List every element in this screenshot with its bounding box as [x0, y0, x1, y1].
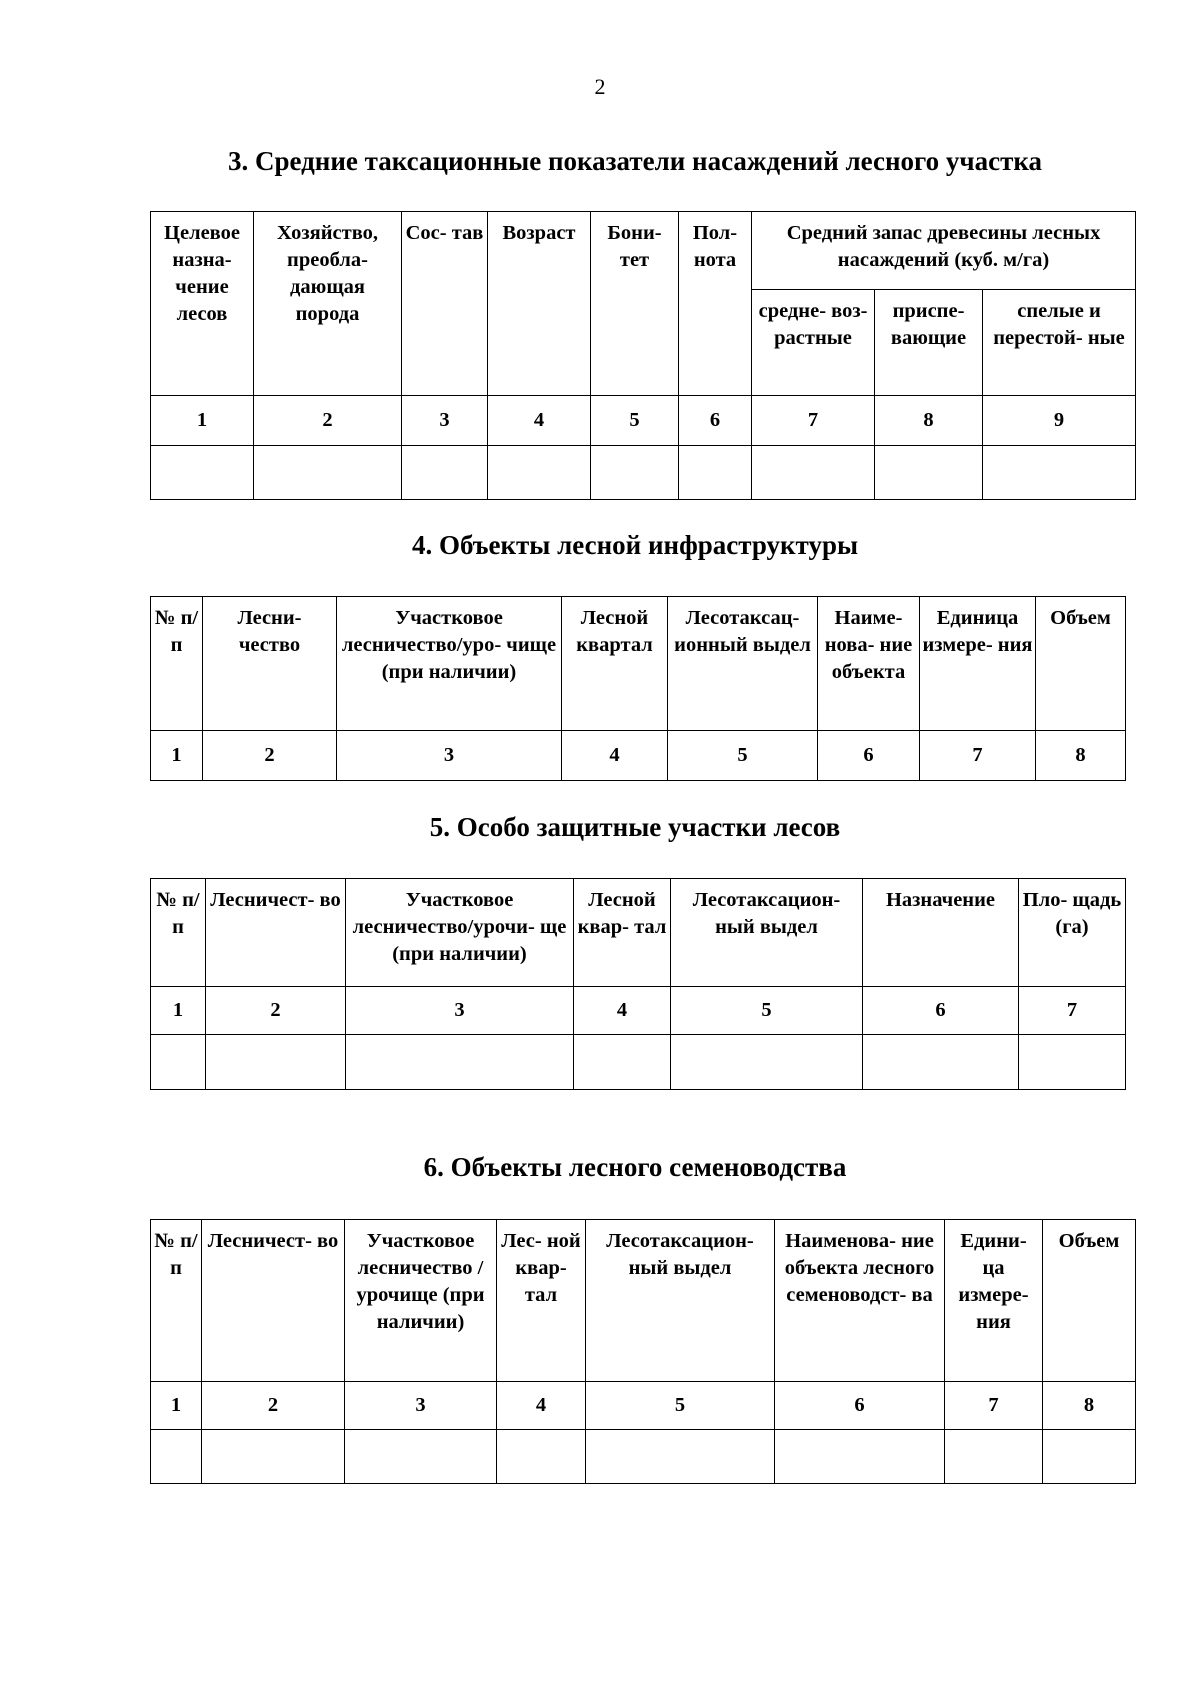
- empty-cell[interactable]: [752, 446, 875, 500]
- column-number: 6: [818, 731, 920, 781]
- header-mature-overmature: спелые и перестой- ные: [983, 290, 1136, 396]
- section-5-title: 5. Особо защитные участки лесов: [429, 812, 841, 842]
- header-district-forestry: Участковое лесничество/урочи- ще (при наличии): [346, 879, 574, 987]
- table-number-row: [151, 987, 1126, 1035]
- column-number: 3: [346, 987, 574, 1035]
- header-object-name: Наиме- нова- ние объекта: [818, 597, 920, 731]
- empty-cell[interactable]: [671, 1035, 863, 1090]
- header-density: Пол- нота: [679, 212, 752, 396]
- header-forestry: Лесничест- во: [202, 1220, 345, 1382]
- column-number: 7: [1019, 987, 1126, 1035]
- column-number: 6: [679, 396, 752, 446]
- empty-cell[interactable]: [254, 446, 402, 500]
- empty-data-row: [151, 1035, 1126, 1090]
- column-number: 4: [562, 731, 668, 781]
- column-number: 2: [206, 987, 346, 1035]
- column-number: 3: [337, 731, 562, 781]
- table-number-row: [151, 396, 1136, 446]
- header-taxation-unit: Лесотаксацион- ный выдел: [586, 1220, 775, 1382]
- empty-cell[interactable]: [488, 446, 591, 500]
- column-number: 5: [591, 396, 679, 446]
- header-unit: Едини- ца измере- ния: [945, 1220, 1043, 1382]
- column-number: 6: [775, 1382, 945, 1430]
- column-number: 1: [151, 1382, 202, 1430]
- column-number: 5: [671, 987, 863, 1035]
- empty-cell[interactable]: [983, 446, 1136, 500]
- section-3-title: 3. Средние таксационные показатели насаждений лесного участка: [227, 146, 1042, 176]
- column-number: 1: [151, 731, 203, 781]
- header-forest-block: Лесной квар- тал: [574, 879, 671, 987]
- column-number: 4: [574, 987, 671, 1035]
- infrastructure-table: [150, 596, 1126, 781]
- empty-cell[interactable]: [875, 446, 983, 500]
- table-number-row: [151, 731, 1126, 781]
- empty-cell[interactable]: [586, 1430, 775, 1484]
- column-number: 6: [863, 987, 1019, 1035]
- page-number: 2: [594, 74, 606, 99]
- header-forest-block: Лес- ной квар- тал: [497, 1220, 586, 1382]
- column-number: 1: [151, 987, 206, 1035]
- column-number: 2: [203, 731, 337, 781]
- header-forest-block: Лесной квартал: [562, 597, 668, 731]
- column-number: 5: [668, 731, 818, 781]
- header-number: № п/п: [151, 597, 203, 731]
- empty-data-row: [151, 446, 1136, 500]
- column-number: 7: [920, 731, 1036, 781]
- header-district-forestry: Участковое лесничество/уро- чище (при наличии): [337, 597, 562, 731]
- empty-cell[interactable]: [151, 446, 254, 500]
- empty-cell[interactable]: [202, 1430, 345, 1484]
- header-district-forestry: Участковое лесничество /урочище (при наличии): [345, 1220, 497, 1382]
- header-composition: Сос- тав: [402, 212, 488, 396]
- empty-cell[interactable]: [863, 1035, 1019, 1090]
- column-number: 7: [752, 396, 875, 446]
- header-purpose: Назначение: [863, 879, 1019, 987]
- header-number: № п/п: [151, 1220, 202, 1382]
- empty-cell[interactable]: [1043, 1430, 1136, 1484]
- header-seed-object-name: Наименова- ние объекта лесного семеноводст- ва: [775, 1220, 945, 1382]
- header-area: Пло- щадь (га): [1019, 879, 1126, 987]
- empty-cell[interactable]: [346, 1035, 574, 1090]
- header-age: Возраст: [488, 212, 591, 396]
- header-forestry: Лесни- чество: [203, 597, 337, 731]
- seed-production-table: [150, 1219, 1136, 1484]
- column-number: 8: [1043, 1382, 1136, 1430]
- empty-cell[interactable]: [679, 446, 752, 500]
- column-number: 3: [345, 1382, 497, 1430]
- empty-cell[interactable]: [775, 1430, 945, 1484]
- empty-cell[interactable]: [1019, 1035, 1126, 1090]
- empty-cell[interactable]: [574, 1035, 671, 1090]
- empty-cell[interactable]: [402, 446, 488, 500]
- table-number-row: [151, 1382, 1136, 1430]
- column-number: 3: [402, 396, 488, 446]
- header-unit: Единица измере- ния: [920, 597, 1036, 731]
- empty-cell[interactable]: [206, 1035, 346, 1090]
- header-maturing: приспе- вающие: [875, 290, 983, 396]
- column-number: 7: [945, 1382, 1043, 1430]
- section-4-title: 4. Объекты лесной инфраструктуры: [411, 530, 859, 560]
- empty-cell[interactable]: [151, 1430, 202, 1484]
- empty-cell[interactable]: [497, 1430, 586, 1484]
- header-purpose: Целевое назна- чение лесов: [151, 212, 254, 396]
- column-number: 4: [497, 1382, 586, 1430]
- column-number: 8: [1036, 731, 1126, 781]
- column-number: 4: [488, 396, 591, 446]
- empty-data-row: [151, 1430, 1136, 1484]
- stand-indicators-table: [150, 211, 1136, 500]
- header-number: № п/п: [151, 879, 206, 987]
- section-6-title: 6. Объекты лесного семеноводства: [423, 1152, 847, 1182]
- column-number: 5: [586, 1382, 775, 1430]
- column-number: 9: [983, 396, 1136, 446]
- column-number: 1: [151, 396, 254, 446]
- column-number: 2: [254, 396, 402, 446]
- header-farm-species: Хозяйство, преобла- дающая порода: [254, 212, 402, 396]
- header-volume: Объем: [1043, 1220, 1136, 1382]
- header-taxation-unit: Лесотаксац- ионный выдел: [668, 597, 818, 731]
- header-forestry: Лесничест- во: [206, 879, 346, 987]
- header-average-stock: Средний запас древесины лесных насаждений (куб. м/га): [752, 212, 1136, 290]
- header-middle-aged: средне- воз- растные: [752, 290, 875, 396]
- empty-cell[interactable]: [345, 1430, 497, 1484]
- empty-cell[interactable]: [151, 1035, 206, 1090]
- column-number: 2: [202, 1382, 345, 1430]
- column-number: 8: [875, 396, 983, 446]
- header-volume: Объем: [1036, 597, 1126, 731]
- protective-areas-table: [150, 878, 1126, 1090]
- header-site-class: Бони- тет: [591, 212, 679, 396]
- empty-cell[interactable]: [945, 1430, 1043, 1484]
- header-taxation-unit: Лесотаксацион- ный выдел: [671, 879, 863, 987]
- empty-cell[interactable]: [591, 446, 679, 500]
